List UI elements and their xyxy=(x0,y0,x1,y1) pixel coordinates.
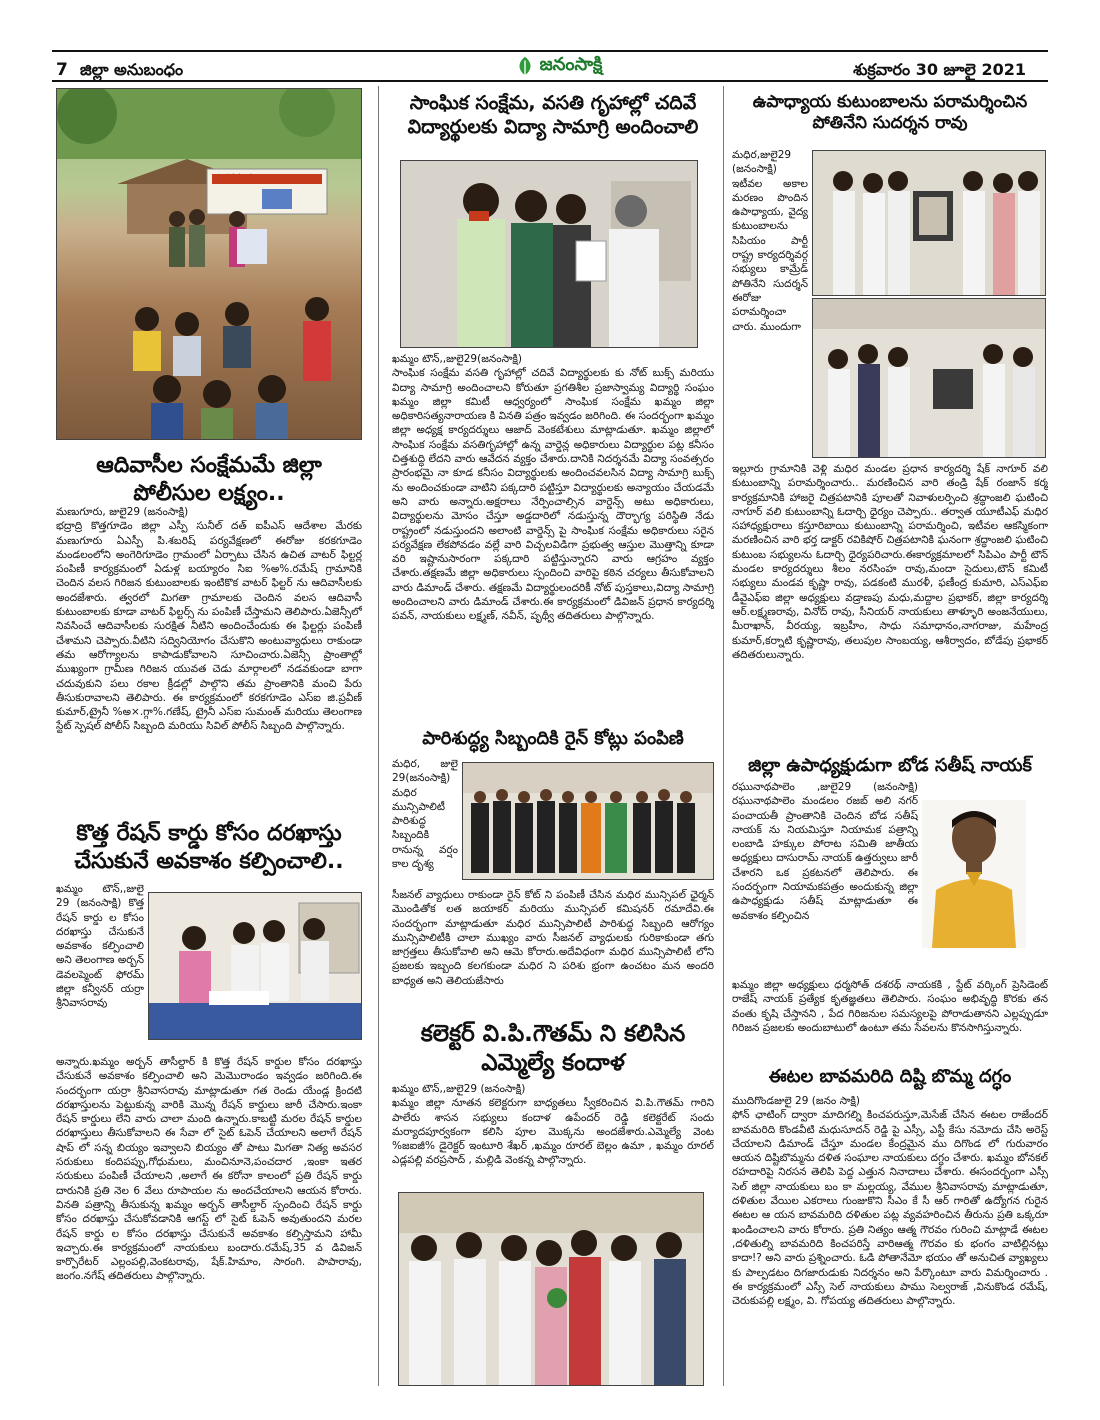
satish-headline: జిల్లా ఉపాధ్యక్షుడుగా బోడ సతీష్ నాయక్ xyxy=(748,755,1032,776)
masthead-logo xyxy=(498,52,618,80)
sanitation-body-narrow: మధిర, జులై 29(జనంసాక్షి) మధిర మున్సిపాలిటీ పారిశుద్ధ సిబ్బందికి రానున్న వర్షం కాల దృశ్య xyxy=(392,758,458,871)
tribal-headline: ఆదివాసీల సంక్షేమమే జిల్లా పోలీసుల లక్ష్యం.. xyxy=(96,453,322,506)
section-name: జిల్లా అనుబంధం xyxy=(80,60,184,79)
teacher-photo-1 xyxy=(812,150,1046,296)
teacher-photo-2 xyxy=(812,298,1046,458)
hostel-body: ఖమ్మం టౌన్,,జులై29(జనంసాక్షి) సాంఘిక సంక్షేమ వసతి గృహాల్లో చదివే విద్యార్థులకు కు నోట్ బుక్స్ మరియు విద్యా సామాగ్రి అందించాలని కోరుతూ ప్రగతిశీల ప్రజాస్వామ్య విద్యార్థి సంఘం ఖమ్మం జిల్లా కమిటీ ఆధ్వర్యంలో సాంఘిక సంక్షేమ ఖమ్మం జిల్లా అధికారిసత్యనారాయణ కి వినతి పత్రం ఇవ్వడం జరిగింది. ఈ సందర్భంగా ఖమ్మం జిల్లా అధ్యక్ష కార్యదర్శులు ఆజాద్ వెంకటేశులు మాట్లాడుతూ. ఖమ్మం జిల్లాలో సాంఘిక సంక్షేమ వసతిగృహాల్లో ఉన్న వార్డెన్ల అధికారులు విద్యార్థుల పట్ల కనీసం చిత్తశుద్ధి లేదని వారు ఆవేదన వ్యక్తం చేశారు.దానికి నిదర్శనమే విద్యా సంవత్సరం ప్రారంభమై నా కూడ కనీసం విద్యార్థులకు అందించవలసిన విద్యా సామాగ్రి బుక్స్ ను అందించకుండా వాటిని పక్కదారి పట్టిస్తూ విద్యార్థులకు అన్యాయం చేయడమే అని వారు అన్నారు.అక్షరాలు నేర్పించాల్సిన వార్డెన్స్ అటు అధికారులు, విద్యార్థులను మోసం చేస్తూ అడ్డదారిలో నడుస్తున్న దౌర్భాగ్య పరిస్థితి నేడు రాష్ట్రంలో నడుస్తుందని అలాంటి వార్డెన్స్ పై సాంఘిక సంక్షేమ అధికారులు సరైన పర్యవేక్షణ లేకపోవడం వల్లే వారి విచ్చలవిడిగా ప్రభుత్వ ఆస్తుల మొత్తాన్ని కూడా వరి ఇష్టానుసారంగా పక్కదారి పట్టిస్తున్నారని వారు ఆగ్రహం వ్యక్తం చేశారు.తక్షణమే జిల్లా అధికారులు స్పందించి వారిపై కఠిన చర్యలు తీసుకోవాలని వారు డిమాండ్ చేశారు. తక్షణమే విద్యార్థులందరికీ నోట్ పుస్తకాలు,విద్యా సామాగ్రి అందించాలని వారు డిమాండ్ చేశారు.ఈ కార్యక్రమంలో డివిజన్ ప్రధాన కార్యదర్శి పవన్, నాయకులు లక్ష్మణ్, నవీన్, పృథ్వీ తదితరులు పాల్గొన్నారు. xyxy=(392,353,714,623)
tribal-photo-illustration xyxy=(57,89,362,440)
leaf-icon xyxy=(514,55,536,77)
collector-headline: కలెక్టర్ వి.పి.గౌతమ్ ని కలిసిన ఎమ్మెల్యే కందాళ xyxy=(420,1021,686,1076)
ration-body: అన్నారు.ఖమ్మం అర్బన్ తాసీల్దార్ కి కొత్త రేషన్ కార్డుల కోసం దరఖాస్తు చేసుకునే అవకాశం కల్పించాలి అని మెమొరాండం ఇవ్వడం జరిగింది.ఈ సందర్భంగా యర్రా శ్రీనివాసరావు మాట్లాడుతూ గత రెండు యేండ్ల క్రిందటి దరఖాస్తులను పెట్టుకున్న వారికి మొన్న రేషన్ కార్డులు జారీ చేసారు.ఇంకా రేషన్ కార్డులు లేని వారు చాలా మంది ఉన్నారు.కాబట్టి మరల రేషన్ కార్డుల దరఖాస్తులు తీసుకోవాలని ఈ సేవా లో సైట్ ఓపెన్ చేయాలని అలాగే రేషన్ షాప్ లో సన్న బియ్యం ఇవ్వాలని బియ్యం తో పాటు మిగతా నిత్య అవసర సరుకులు కందిపప్పు,గోధుమలు, మంచినూనె,పంచదార ,ఇంకా ఇతర సరుకులు పంపిణీ చేయాలని ,అలాగే ఈ కరోనా కాలంలో ప్రతి రేషన్ కార్డు దారునికి ప్రతి నెల 6 వేలు రూపాయల ను అందచేయాలని ఆయన కోరారు. వినతి పత్రాన్ని తీసుకున్న ఖమ్మం అర్బన్ తాసీల్దార్ స్పందించి రేషన్ కార్డు కోసం దరఖాస్తు చేసుకోవడానికి ఆగస్ట్ లో సైట్ ఓపెన్ అవుతుందని మరల రేషన్ కార్డు ల కోసం దరఖాస్తు చేసుకునే అవకాశం కల్పిస్తామని హామీ ఇచ్చారు.ఈ కార్యక్రమంలో నాయకులు బందారు.రమేష్,35 వ డివిజన్ కార్పొరేటర్ ఎల్లంపల్లి,వెంకటరావు, షేక్.హిమాం, సారంగి. పాపారావు, జంగం.నగేష్ తదితరులు పాల్గొన్నారు. xyxy=(56,1056,362,1283)
sanitation-body: సీజనల్ వ్యాధులు రాకుండా రైన్ కోట్ ని పంపిణీ చేసిన మధిర మున్సిపల్ ఛైర్మన్ మొండితోక లత జయాకర్ మరియు మున్సిపల్ కమిషనర్ రమాదేవి.ఈ సందర్భంగా మాట్లాడుతూ మధిర మున్సిపాలిటీ పారిశుద్ధ సిబ్బంది ఆరోగ్యం మున్సిపాలిటీకి చాలా ముఖ్యం వారు సీజనల్ వ్యాధులకు గురికాకుండా తగు జాగ్రత్తలు తీసుకోవాలి అని ఆమె కోరారు.అదేవిధంగా మధిర మున్సిపాలిటీ లోని ప్రజలకు ఇబ్బంది కలగకుండా మధిర ని పరిశు భ్రంగా ఉంచటం మన అందరి బాధ్యత అని తెలియజేసారు xyxy=(392,889,714,987)
sanitation-photo xyxy=(462,762,714,880)
page-number: 7 xyxy=(56,60,68,80)
satish-portrait xyxy=(922,800,1026,948)
page-date: శుక్రవారం 30 జూలై 2021 xyxy=(853,60,1026,79)
header-bottom-rule xyxy=(52,80,1048,82)
hostel-photo xyxy=(400,160,698,348)
collector-body: ఖమ్మం టౌన్,,జులై29 (జనంసాక్షి) ఖమ్మం జిల్లా నూతన కలెక్టరుగా బాధ్యతలు స్వీకరించిన వి.పి.గౌతమ్ గారిని పాలేరు శాసన సభ్యులు కందాళ ఉపేందర్ రెడ్డి కలెక్టరేట్ సందు మర్యాదపూర్వకంగా కలిసి పూల మొక్కను అందజేశారు.ఎమ్మెల్యే వెంట %జఐజీ% డైరెక్టర్ ఇంటూరి శేఖర్ ,ఖమ్మం రూరల్ బెల్లం ఉమా , ఖమ్మం రూరల్ ఎడ్లపల్లి వరప్రసాద్ , మల్లిడి వెంకన్న పాల్గొన్నారు. xyxy=(392,1083,714,1167)
banner-text: పొందిన ప్రచారం xyxy=(217,173,255,180)
etala-headline: ఈటల బావమరిది దిష్టి బొమ్మ దగ్ధం xyxy=(768,1066,1012,1087)
ration-photo xyxy=(148,892,362,1040)
logo-text: జనంసాక్షి xyxy=(539,53,603,75)
teacher-headline: ఉపాధ్యాయ కుటుంబాలను పరామర్శించిన పోతినేని సుదర్శన రావు xyxy=(752,92,1028,134)
ration-body-narrow: ఖమ్మం టౌన్,,జులై 29 (జనంసాక్షి) కొత్త రేషన్ కార్డు ల కోసం దరఖాస్తు చేసుకునే అవకాశం కల్పించాలి అని తెలంగాణ అర్బన్ డెవలప్మెంట్ ఫోరమ్ జిల్లా కన్వీనర్ యర్రా శ్రీనివాసరావు xyxy=(56,883,144,1010)
column-rule xyxy=(723,86,724,1386)
teacher-body: ఇల్లూరు గ్రామానికి వెళ్లి మధిర మండల ప్రధాన కార్యదర్శి షేక్ నాగూర్ వలి కుటుంబాన్ని పరామర్శించారు.. మరణించిన వారి తండ్రి షేక్ రంజాన్ కర్మ కార్యక్రమానికి హాజరై చిత్రపటానికి పూలతో నివాళులర్పించి శ్రద్ధాంజలి ఘటించి నాగూర్ వలి కుటుంబాన్ని ఓదార్చి ధైర్యం చెప్పారు.. తర్వాత యూటీఎఫ్ మధిర సహాధ్యక్షురాలు కస్తూరిబాయి కుటుంబాన్ని పరామర్శించి, ఇటీవల ఆకస్మికంగా మరణించిన వారి భర్త డాక్టర్ రవికిషోర్ చిత్రపటానికి ఘనంగా శ్రద్ధాంజలి ఘటించి కుటుంబ సభ్యులను ఓదార్చి ధైర్యపరిచారు.ఈకార్యక్రమాలలో సిపిఎం పార్టీ టౌన్ మండల కార్యదర్శులు శీలం నరసింహ రావు,మందా సైదులు,టౌన్ కమిటీ సభ్యులు మండవ కృష్ణా రావు, పడకంటి మురళీ, ఫణీంద్ర కుమారి, ఎస్ఎఫ్ఐ డీవైఎఫ్ఐ జిల్లా అధ్యక్షులు వడ్రాణపు మధు,మద్దాల ప్రభాకర్, జిల్లా కార్యదర్శి ఆర్.లక్ష్మణరావు, వినోద్ రావు, సీనియర్ నాయకులు తాళ్ళూరి అంజనేయులు, మీరాఖాన్, వీరయ్య, ఇబ్రహీం, సాధు సమాధానం,నాగరాజు, మహేంద్ర కుమార్,కర్నాటి కృష్ణారావు, తలుపుల సాంబయ్య, ఆశీర్వాదం, బోడేపు ప్రభాకర్ తదితరులున్నారు. xyxy=(732,463,1048,661)
teacher-body-narrow: మధిర,జులై29 (జనంసాక్షి) ఇటీవల అకాల మరణం పొందిన ఉపాధ్యాయ, వైద్య కుటుంబాలను సిపియం పార్టీ రాష్ట్ర కార్యదర్శివర్గ సభ్యులు కామ్రేడ్ పోతినేని సుదర్శన్ ఈరోజు పరామర్శించా చారు. ముందుగా xyxy=(732,149,808,333)
satish-portrait-illustration xyxy=(922,800,1026,948)
collector-photo-illustration xyxy=(399,1193,704,1386)
sanitation-headline: పారిశుద్ధ్య సిబ్బందికి రైన్ కోట్లు పంపిణి xyxy=(422,728,684,749)
satish-body-narrow: రఘునాథపాలెం ,జులై29 (జనంసాక్షి) రఘునాథపాలెం మండలం రజబ్ అలి నగర్ పంచాయతీ ప్రాంతానికి చెందిన బోడ సతీష్ నాయక్ ను నియమిస్తూ నియామక పత్రాన్ని లంబాడి హక్కుల పోరాట సమితి జాతీయ అధ్యక్షులు దాసురామ్ నాయక్ ఉత్తర్వులు జారీ చేశారని ఒక ప్రకటనలో తెలిపారు. ఈ సందర్భంగా నియామకపత్రం అందుకున్న జిల్లా ఉపాధ్యక్షుడు సతీష్ మాట్లాడుతూ ఈ అవకాశం కల్పించిన xyxy=(732,781,918,922)
sanitation-photo-illustration xyxy=(463,763,714,880)
teacher-photo-1-illustration xyxy=(813,151,1046,296)
ration-headline: కొత్త రేషన్ కార్డు కోసం దరఖాస్తు చేసుకునే అవకాశం కల్పించాలి.. xyxy=(74,821,344,874)
collector-photo xyxy=(398,1192,704,1386)
etala-body: ముదిగొండజులై 29 (జనం సాక్షి) ఫోన్ ఛాటింగ్ ద్వారా మాదిగల్ని కించపరుస్తూ,మెసేజ్ చేసిన ఈటల రాజేందర్ బావమరిది కొండవీటి మధుసూదన్ రెడ్డి పై ఎస్సీ, ఎస్టీ కేసు నమోదు చేసి అరెస్ట్ చేయాలని డిమాండ్ చేస్తూ మండల కేంద్రమైన ము దిగొండ లో గురువారం ఆయన దిష్టిబొమ్మను దళిత సంఘాల నాయకులు దగ్ధం చేశారు. ఖమ్మం బోనకల్ రహదారిపై నిరసన తెలిపి పెద్ద ఎత్తున నినాదాలు చేశారు. ఈసందర్భంగా ఎస్సీ సెల్ జిల్లా నాయకులు బం కా మల్లయ్య, వేముల శ్రీనివాసరావు మాట్లాడుతూ, దళితుల వేయిల ఎకరాలు గుంజుకొని సీఎం కే సీ ఆర్ గారితో ఉద్యోగన గురైన ఈటల ఆ యన బావమరిది దళితుల పట్ల వ్యవహరించిన తీరును ప్రతి ఒక్కరూ ఖండించాలని వారు కోరారు. ప్రతి నిత్యం ఆత్మ గౌరవం గురించి మాట్లాడే ఈటల ,దళితుల్ని బావమరిది కించపరిస్తే వారిఆత్మ గౌరవం కు భంగం వాటిల్లినట్లు కాదా!? అని వారు ప్రశ్నించారు. ఓడి పోతానేమో భయం తో అనుచిత వ్యాఖ్యలు కు పాల్పడటం దిగజారుడుకు నిదర్శనం అని పేర్కొంటూ వారు విమర్శించారు . ఈ కార్యక్రమంలో ఎస్సీ సెల్ నాయకులు పాము సెల్వరాజ్ ,వినుకొండ రమేష్, చెరుకుపల్లి లక్ష్మం, వి. గోపయ్య తదితరులు పాల్గొన్నారు. xyxy=(732,1095,1048,1308)
hostel-headline: సాంఘిక సంక్షేమ, వసతి గృహాల్లో చదివే విద్యార్థులకు విద్యా సామాగ్రి అందించాలి xyxy=(407,92,699,138)
ration-photo-illustration xyxy=(149,893,362,1040)
hostel-photo-illustration xyxy=(401,161,698,348)
tribal-event-photo xyxy=(56,88,362,440)
satish-body: ఖమ్మం జిల్లా అధ్యక్షులు ధర్మసోత్ దశరథ్ నాయకకి , స్టేట్ వర్కింగ్ ప్రెసిడెంట్ రాజేష్ నాయక్ ప్రత్యేక కృతజ్ఞతలు తెలిపారు. సంఘం అభివృద్ధి కొరకు తన వంతు కృషి చేస్తానని , పేద గిరిజనుల సమస్యలపై పోరాడుతానని ఎల్లప్పుడూ గిరిజన ప్రజలకు అందుబాటులో ఉంటూ తమ సేవలను కొనసాగిస్తున్నారు. xyxy=(732,979,1048,1034)
teacher-photo-2-illustration xyxy=(813,299,1046,458)
tribal-body: మణుగూరు, జులై29 (జనంసాక్షి) భద్రాద్రి కొత్తగూడెం జిల్లా ఎస్పీ సునీల్ దత్ ఐపీఎస్ ఆదేశాల మేరకు మణుగూరు ఏఎస్పీ పి.శబరిష్ పర్యవేక్షణలో ఈరోజు కరకగూడెం మండలంలోని అంగెరిగూడెం గ్రామంలో ఏర్పాటు చేసిన ఉచిత వాటర్ ఫిల్టర్ల పంపిణీ కార్యక్రమంలో ఏడుళ్ల బయ్యారం సిఐ %అ%.రమేష్ గ్రామానికి చెందిన వలస గిరిజన కుటుంబాలకు ఇంటికొక వాటర్ ఫిల్టర్ ను ఆదివాసీలకు అందజేశారు. త్వరలో మిగతా గ్రామాలకు చెందిన వలస ఆదివాసీ కుటుంబాలకు కూడా వాటర్ ఫిల్టర్స్ ను పంపిణీ చేస్తామని తెలిపారు.ఏజెన్సీలో నివసించే ఆదివాసీలకు సురక్షిత నీటిని అందించేందుకు ఈ ఫిల్టర్లు పంపిణీ చేశామని చెప్పారు.వీటిని సద్వినియోగం చేసుకొని అంటువ్యాధులు రాకుండా తమ ఆరోగ్యాలను కాపాడుకోవాలని సూచించారు.ఏజెన్సీ ప్రాంతాల్లో ముఖ్యంగా గ్రామీణ గిరిజన యువత చెడు మార్గాలలో నడవకుండా బాగా చదువుకుని పలు రకాల క్రీడల్లో పాల్గొని తమ ప్రాంతానికి మంచి పేరు తీసుకురావాలని తెలిపారు. ఈ కార్యక్రమంలో కరకగూడెం ఎస్ఐ జి.ప్రవీణ్ కుమార్,ట్రైనీ %అ×.గ్గా%.గణేష్, ట్రైనీ ఎస్ఐ సుమంత్ మరియు తెలంగాణ స్టేట్ స్పెషల్ పోలీస్ సిబ్బంది మరియు సివిల్ పోలీస్ సిబ్బంది పాల్గొన్నారు. xyxy=(56,506,362,733)
column-rule xyxy=(378,86,379,1386)
